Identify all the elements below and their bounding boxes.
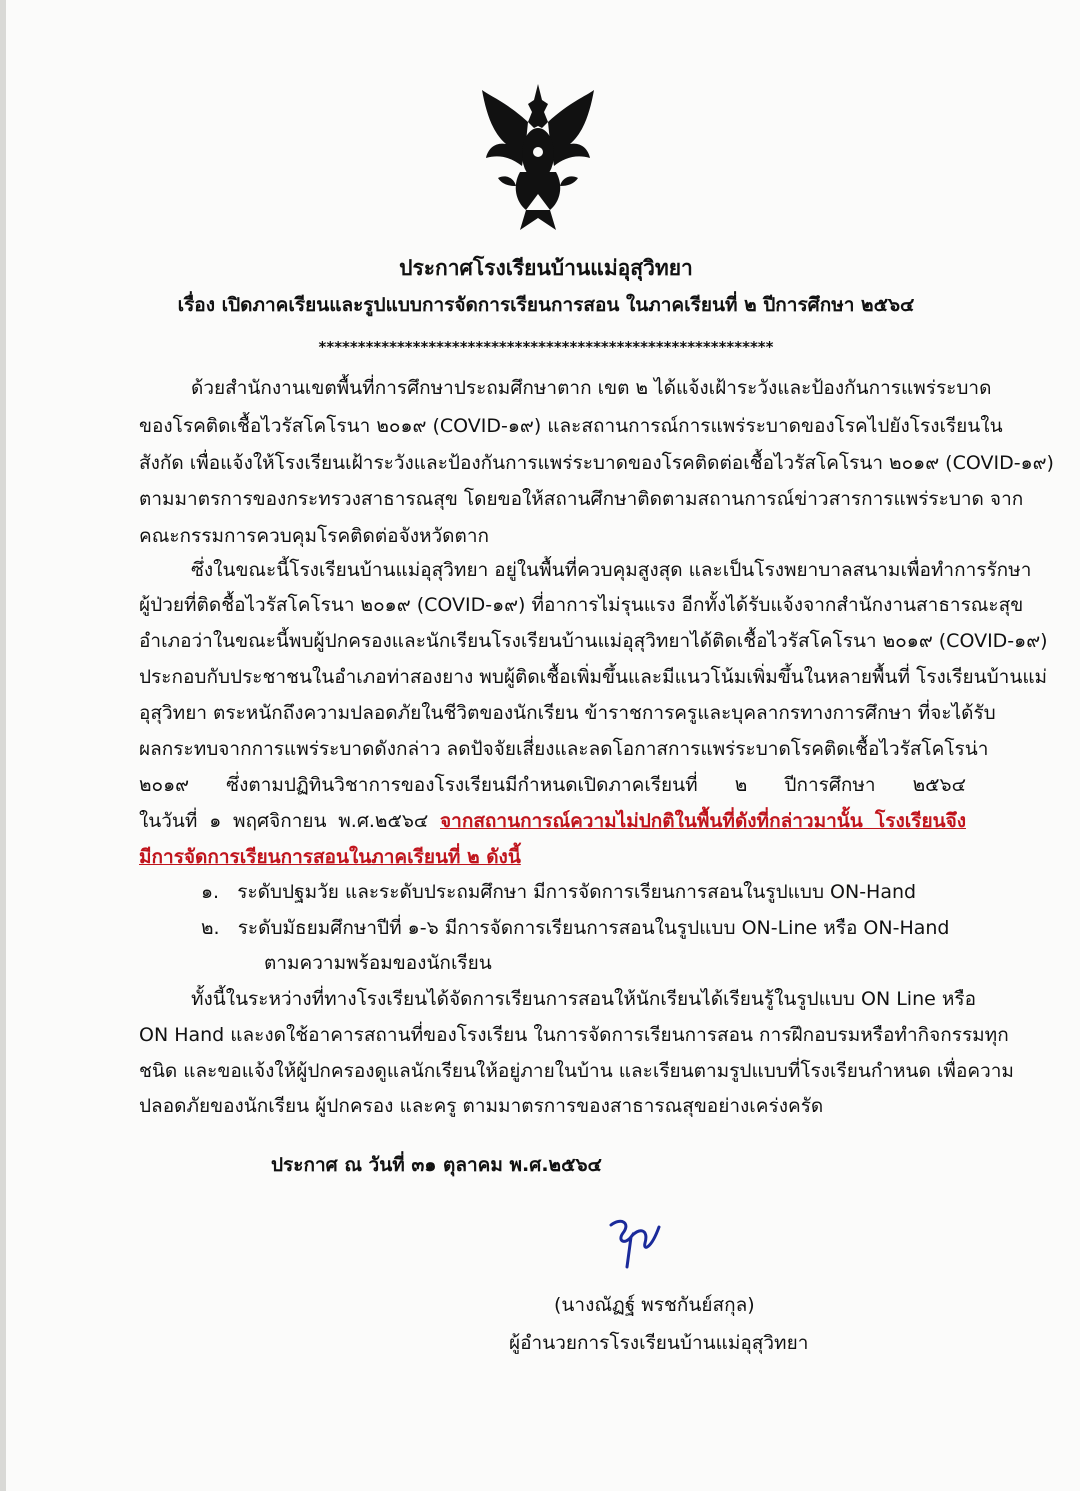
signature-icon [601, 1215, 671, 1275]
text-line [139, 806, 966, 836]
announcement-date: ประกาศ ณ วันที่ ๓๑ ตุลาคม พ.ศ.๒๕๖๔ [271, 1154, 602, 1176]
text-line: ๒๐๑๙ ซึ่งตามปฏิทินวิชาการของโรงเรียนมีกำหนดเปิดภาคเรียนที่ ๒ ปีการศึกษา ๒๕๖๔ [139, 774, 966, 796]
text-line: ทั้งนี้ในระหว่างที่ทางโรงเรียนได้จัดการเรียนการสอนให้นักเรียนได้เรียนรู้ในรูปแบบ ON Line หรือ [191, 988, 977, 1010]
list-item [201, 877, 966, 907]
garuda-emblem-icon [476, 82, 601, 232]
list-text: ระดับปฐมวัย และระดับประถมศึกษา มีการจัดการเรียนการสอนในรูปแบบ ON-Hand [237, 881, 917, 903]
text-line: ของโรคติดเชื้อไวรัสโคโรนา ๒๐๑๙ (COVID-๑๙) และสถานการณ์การแพร่ระบาดของโรคไปยังโรงเรียนใน [139, 415, 1003, 437]
highlighted-notice: จากสถานการณ์ความไม่ปกติในพื้นที่ดังที่กล่าวมานั้น โรงเรียนจึง [440, 810, 966, 832]
signer-name: (นางณัฏฐ์ พรชกันย์สกุล) [554, 1294, 755, 1316]
text-line: ชนิด และขอแจ้งให้ผู้ปกครองดูแลนักเรียนให้อยู่ภายในบ้าน และเรียนตามรูปแบบที่โรงเรียนกำหนด เพื่อความ [139, 1060, 1014, 1082]
text-line: ประกอบกับประชาชนในอำเภอท่าสองยาง พบผู้ติดเชื้อเพิ่มขึ้นและมีแนวโน้มเพิ่มขึ้นในหลายพื้นที่ โรงเรียนบ้านแม่ [139, 666, 1048, 688]
text-line: คณะกรรมการควบคุมโรคติดต่อจังหวัดตาก [139, 525, 490, 547]
highlighted-notice: มีการจัดการเรียนการสอนในภาคเรียนที่ ๒ ดังนี้ [139, 846, 521, 868]
document-title: ประกาศโรงเรียนบ้านแม่อุสุวิทยา [399, 256, 693, 280]
text-line: อำเภอว่าในขณะนี้พบผู้ปกครองและนักเรียนโรงเรียนบ้านแม่อุสุวิทยาได้ติดเชื้อไวรัสโคโรนา ๒๐๑๙ (COVID-๑๙) [139, 630, 1048, 652]
separator-line: ********************************************************** [318, 338, 774, 356]
text-line: อุสุวิทยา ตระหนักถึงความปลอดภัยในชีวิตของนักเรียน ข้าราชการครูและบุคลากรทางการศึกษา ที่จะได้รับ [139, 702, 996, 724]
document-subject: เรื่อง เปิดภาคเรียนและรูปแบบการจัดการเรียนการสอน ในภาคเรียนที่ ๒ ปีการศึกษา ๒๕๖๔ [177, 294, 915, 316]
text-line: สังกัด เพื่อแจ้งให้โรงเรียนเฝ้าระวังและป้องกันการแพร่ระบาดของโรคติดต่อเชื้อไวรัสโคโรนา ๒๐๑๙ (COVID-๑๙) [139, 452, 1054, 474]
list-number: ๒. [201, 917, 220, 939]
list-item-continuation: ตามความพร้อมของนักเรียน [264, 952, 492, 974]
text-line: ปลอดภัยของนักเรียน ผู้ปกครอง และครู ตามมาตรการของสาธารณสุขอย่างเคร่งครัด [139, 1095, 824, 1117]
list-text: ระดับมัธยมศึกษาปีที่ ๑-๖ มีการจัดการเรียนการสอนในรูปแบบ ON-Line หรือ ON-Hand [237, 917, 950, 939]
opening-date-text: ในวันที่ ๑ พฤศจิกายน พ.ศ.๒๕๖๔ [139, 810, 441, 832]
text-line: ผลกระทบจากการแพร่ระบาดดังกล่าว ลดปัจจัยเสี่ยงและลดโอกาสการแพร่ระบาดโรคติดเชื้อไวรัสโคโรน่า [139, 738, 989, 760]
signer-title: ผู้อำนวยการโรงเรียนบ้านแม่อุสุวิทยา [509, 1332, 809, 1354]
text-line [139, 842, 966, 872]
list-item [201, 913, 966, 943]
list-number: ๑. [201, 881, 220, 903]
text-line: ผู้ป่วยที่ติดชื้อไวรัสโคโรนา ๒๐๑๙ (COVID-๑๙) ที่อาการไม่รุนแรง อีกทั้งได้รับแจ้งจากสำนักงานสาธารณะสุข [139, 594, 1024, 616]
text-line: ซึ่งในขณะนี้โรงเรียนบ้านแม่อุสุวิทยา อยู่ในพื้นที่ควบคุมสูงสุด และเป็นโรงพยาบาลสนามเพื่อทำการรักษา [191, 559, 1032, 581]
text-line: ON Hand และงดใช้อาคารสถานที่ของโรงเรียน ในการจัดการเรียนการสอน การฝึกอบรมหรือทำกิจกรรมทุก [139, 1024, 1009, 1046]
text-line: ตามมาตรการของกระทรวงสาธารณสุข โดยขอให้สถานศึกษาติดตามสถานการณ์ข่าวสารการแพร่ระบาด จาก [139, 488, 1024, 510]
text-line: ด้วยสำนักงานเขตพื้นที่การศึกษาประถมศึกษาตาก เขต ๒ ได้แจ้งเฝ้าระวังและป้องกันการแพร่ระบาด [191, 377, 992, 399]
